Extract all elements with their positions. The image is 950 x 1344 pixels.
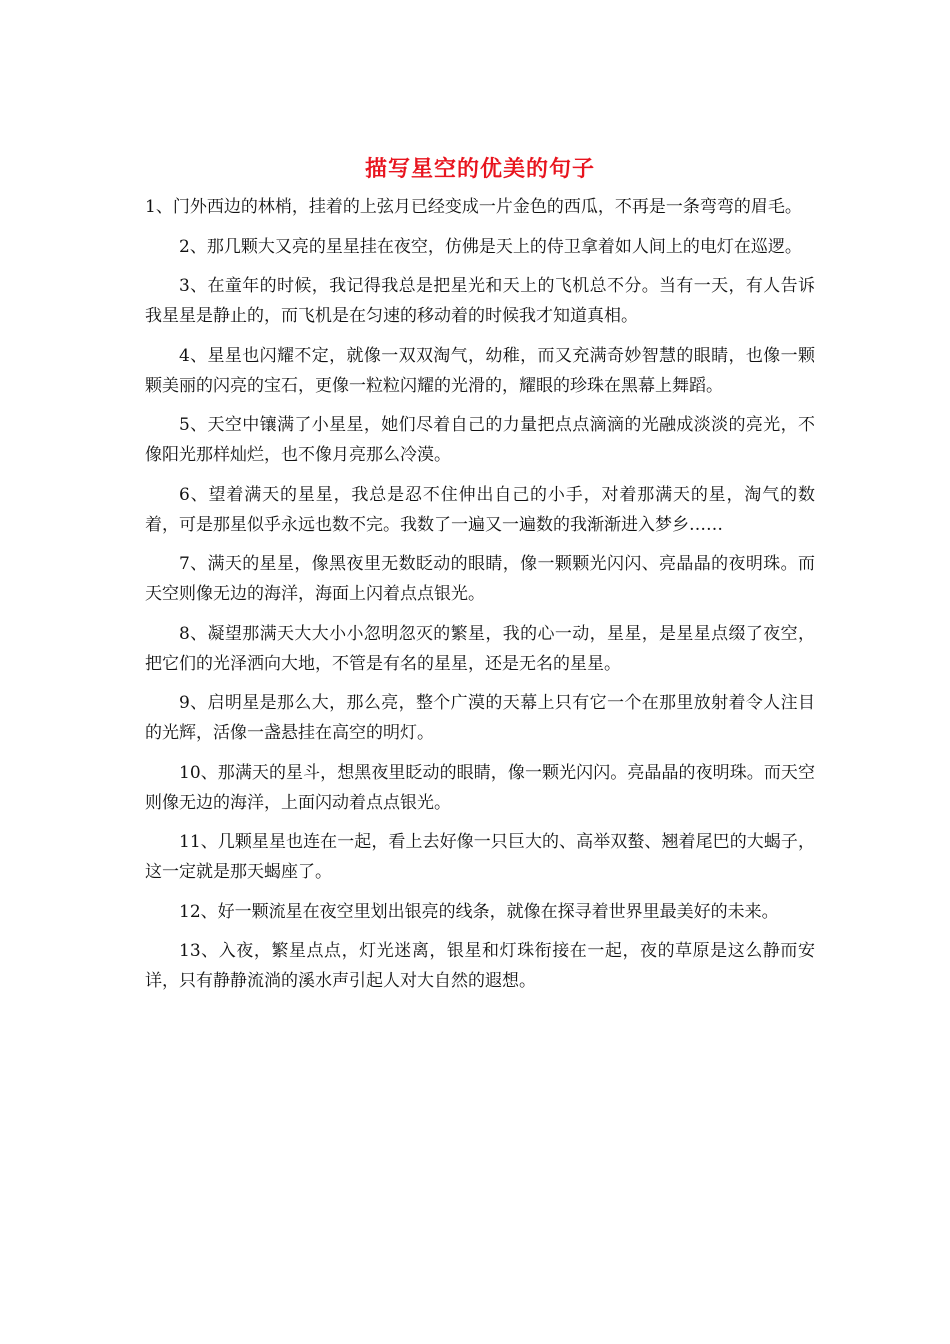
paragraph-1: 1、门外西边的林梢，挂着的上弦月已经变成一片金色的西瓜，不再是一条弯弯的眉毛。 (145, 197, 802, 217)
document-title: 描写星空的优美的句子 (364, 157, 595, 182)
paragraph-2: 2、那几颗大又亮的星星挂在夜空，仿佛是天上的侍卫拿着如人间上的电灯在巡逻。 (179, 236, 802, 257)
paragraph-5: 5、天空中镶满了小星星，她们尽着自己的力量把点点滴滴的光融成淡淡的亮光，不像阳光那样灿烂，也不像月亮那么冷漠。 (145, 415, 815, 465)
paragraph-10: 10、那满天的星斗，想黑夜里眨动的眼睛，像一颗光闪闪。亮晶晶的夜明珠。而天空则像无边的海洋，上面闪动着点点银光。 (145, 762, 815, 813)
paragraph-4: 4、星星也闪耀不定，就像一双双淘气，幼稚，而又充满奇妙智慧的眼睛，也像一颗颗美丽的闪亮的宝石，更像一粒粒闪耀的光滑的，耀眼的珍珠在黑幕上舞蹈。 (145, 345, 815, 396)
paragraph-12: 12、好一颗流星在夜空里划出银亮的线条，就像在探寻着世界里最美好的未来。 (179, 901, 779, 922)
paragraph-6: 6、望着满天的星星，我总是忍不住伸出自己的小手，对着那满天的星，淘气的数着，可是那星似乎永远也数不完。我数了一遍又一遍数的我渐渐进入梦乡…… (145, 484, 815, 535)
paragraph-8: 8、凝望那满天大大小小忽明忽灭的繁星，我的心一动，星星，是星星点缀了夜空，把它们的光泽洒向大地，不管是有名的星星，还是无名的星星。 (145, 623, 815, 674)
paragraph-3: 3、在童年的时候，我记得我总是把星光和天上的飞机总不分。当有一天，有人告诉我星星是静止的，而飞机是在匀速的移动着的时候我才知道真相。 (145, 276, 815, 326)
paragraph-9: 9、启明星是那么大，那么亮，整个广漠的天幕上只有它一个在那里放射着令人注目的光辉，活像一盏悬挂在高空的明灯。 (145, 693, 815, 743)
document-page (145, 150, 815, 1006)
paragraph-13: 13、入夜，繁星点点，灯光迷离，银星和灯珠衔接在一起，夜的草原是这么静而安详，只有静静流淌的溪水声引起人对大自然的遐想。 (145, 941, 815, 991)
paragraph-11: 11、几颗星星也连在一起，看上去好像一只巨大的、高举双螯、翘着尾巴的大蝎子，这一定就是那天蝎座了。 (145, 832, 815, 882)
paragraph-7: 7、满天的星星，像黑夜里无数眨动的眼睛，像一颗颗光闪闪、亮晶晶的夜明珠。而天空则像无边的海洋，海面上闪着点点银光。 (145, 554, 815, 604)
